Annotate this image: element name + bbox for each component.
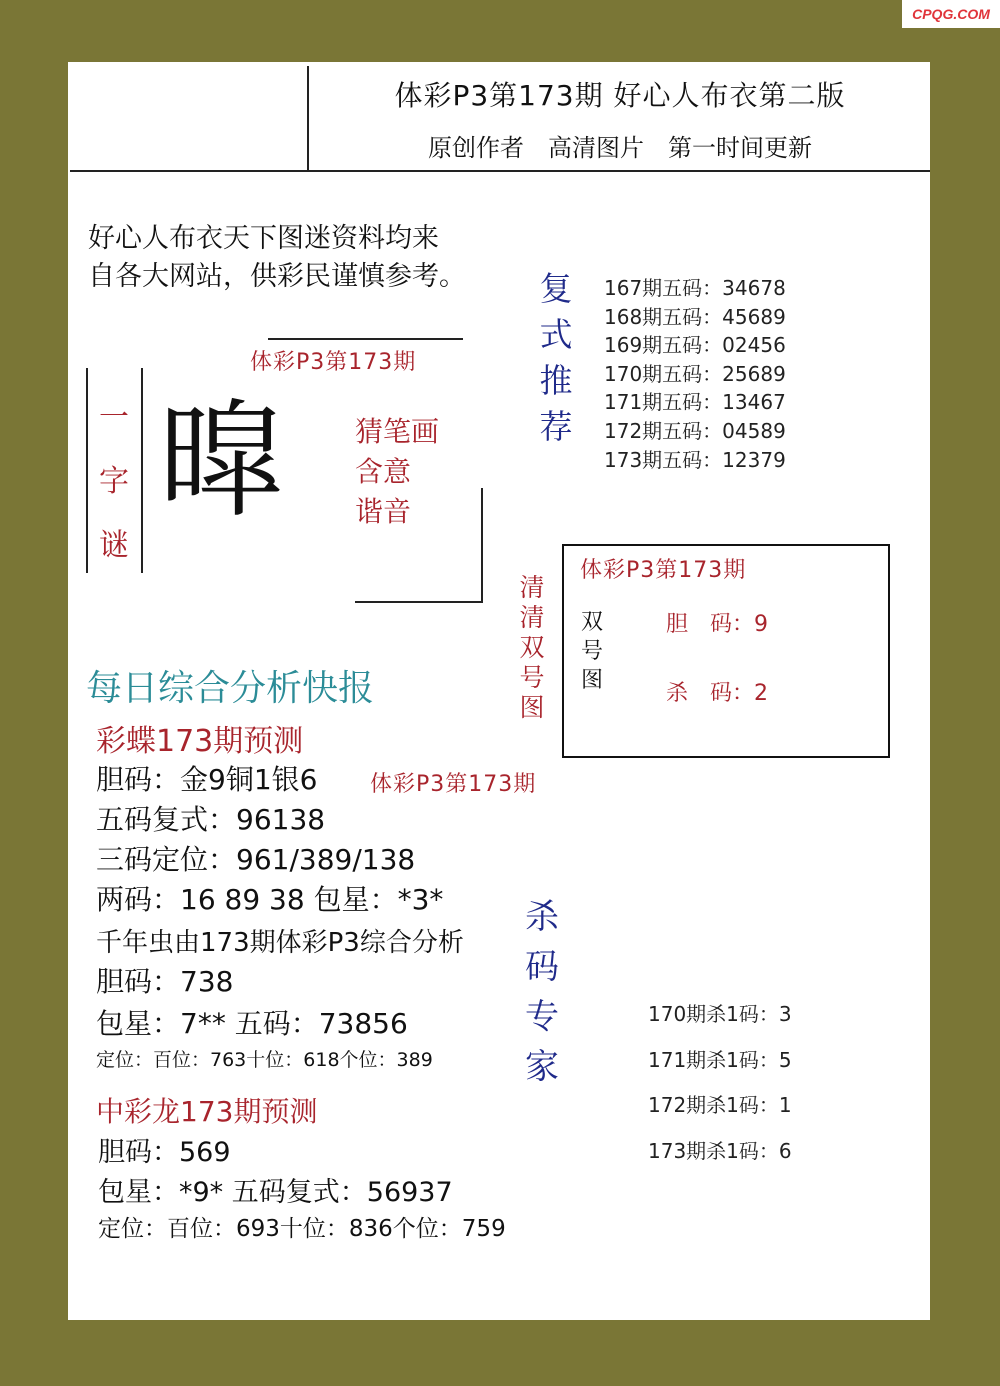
riddle-side-char-3: 谜 (99, 528, 129, 563)
kill-label (522, 892, 562, 1092)
fushi-row: 170期五码：25689 (604, 361, 786, 386)
riddle-hint-1: 猜笔画 (355, 415, 440, 448)
caidie-line: 两码：16 89 38 包星：*3* (96, 883, 444, 916)
zhongcai-bao: 包星：*9* 五码复式：56937 (98, 1177, 453, 1208)
caidie-title: 彩蝶173期预测 (96, 724, 304, 759)
qianlian-title: 千年虫由173期体彩P3综合分析 (96, 928, 464, 958)
double-side-char-5: 图 (519, 693, 545, 722)
header-divider-horizontal (70, 170, 930, 172)
double-side-char-2: 清 (519, 603, 545, 632)
double-side-char-3: 双 (519, 633, 545, 662)
fushi-list (604, 274, 786, 474)
riddle-character: 暭 (158, 388, 284, 535)
kill-row: 171期杀1码：5 (648, 1047, 792, 1072)
kill-label-char-1: 杀 (525, 897, 559, 937)
fushi-label-char-2: 式 (539, 315, 573, 354)
double-box-char-2: 号 (580, 639, 603, 664)
header-divider-vertical (307, 66, 309, 170)
analysis-stamp: 体彩P3第173期 (370, 772, 537, 797)
double-side-char-4: 号 (519, 663, 545, 692)
riddle-right-rule (481, 488, 483, 603)
intro-line-1: 好心人布衣天下图迷资料均来 (88, 223, 439, 254)
fushi-row: 173期五码：12379 (604, 447, 786, 472)
site-logo: CPQG.COM (902, 0, 1000, 28)
riddle-side-label (94, 386, 134, 578)
double-box-char-3: 图 (580, 668, 603, 693)
riddle-side-char-1: 一 (99, 400, 129, 435)
fushi-row: 167期五码：34678 (604, 276, 786, 300)
caidie-line: 胆码：金9铜1银6 (96, 763, 318, 796)
caidie-line: 三码定位：961/389/138 (96, 843, 416, 876)
qianlian-dan: 胆码：738 (96, 965, 234, 998)
kill-list (648, 992, 792, 1174)
analysis-heading: 每日综合分析快报 (86, 668, 375, 709)
zhongcai-title: 中彩龙173期预测 (96, 1095, 318, 1128)
qianlian-bao: 包星：7** 五码：73856 (96, 1007, 408, 1040)
kill-row: 173期杀1码：6 (648, 1138, 792, 1163)
intro-line-2: 自各大网站，供彩民谨慎参考。 (88, 261, 466, 292)
fushi-label-char-1: 复 (539, 269, 573, 308)
qianlian-pos: 定位：百位：763十位：618个位：389 (96, 1049, 433, 1071)
zhongcai-dan: 胆码：569 (98, 1137, 231, 1168)
double-side-char-1: 清 (519, 573, 545, 602)
kill-label-char-2: 码 (525, 947, 559, 987)
fushi-row: 171期五码：13467 (604, 390, 786, 415)
riddle-left-rule-2 (141, 368, 143, 573)
kill-row: 172期杀1码：1 (648, 1093, 792, 1117)
fushi-row: 169期五码：02456 (604, 333, 786, 358)
double-side-label (512, 573, 552, 723)
riddle-hint-3: 谐音 (355, 495, 412, 528)
fushi-label-char-3: 推 (539, 361, 573, 400)
riddle-bottom-rule (355, 601, 483, 603)
double-dan: 胆 码：9 (666, 612, 768, 637)
fushi-label-char-4: 荐 (539, 407, 573, 446)
riddle-hint-2: 含意 (355, 455, 412, 488)
fushi-label (536, 266, 576, 450)
double-issue: 体彩P3第173期 (580, 558, 747, 583)
page-title: 体彩P3第173期 好心人布衣第二版 (394, 79, 846, 112)
double-sha: 杀 码：2 (666, 681, 768, 706)
fushi-row: 172期五码：04589 (604, 418, 786, 443)
riddle-issue: 体彩P3第173期 (250, 350, 417, 375)
fushi-row: 168期五码：45689 (604, 304, 786, 329)
riddle-side-char-2: 字 (99, 464, 129, 499)
riddle-hints (355, 412, 439, 532)
riddle-top-rule (268, 338, 463, 340)
page-subtitle: 原创作者 高清图片 第一时间更新 (428, 134, 812, 162)
kill-label-char-3: 专 (525, 997, 559, 1037)
zhongcai-pos: 定位：百位：693十位：836个位：759 (98, 1216, 506, 1242)
caidie-line: 五码复式：96138 (96, 803, 326, 836)
double-box-char-1: 双 (580, 610, 603, 635)
double-box-label (572, 608, 612, 695)
kill-row: 170期杀1码：3 (648, 1002, 792, 1026)
kill-label-char-4: 家 (525, 1047, 559, 1087)
riddle-left-rule-1 (86, 368, 88, 573)
intro-text (88, 220, 466, 296)
